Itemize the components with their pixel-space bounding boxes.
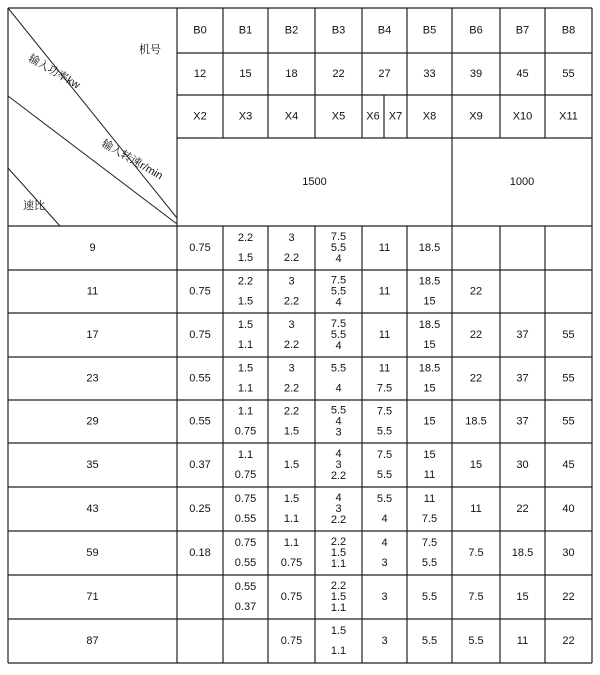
power-value: 30 (562, 547, 575, 559)
power-value: 5.5 (330, 285, 347, 298)
power-value: 7.5 (330, 231, 347, 243)
power-value: 3 (381, 557, 388, 569)
x-code-cell: X2 (193, 110, 207, 123)
power-value: 22 (469, 372, 483, 385)
power-value: 2.2 (283, 252, 300, 264)
power-value: 37 (516, 415, 529, 428)
power-value: 11 (378, 285, 391, 298)
power-value: 0.75 (280, 557, 303, 569)
size-cell: 33 (423, 68, 436, 80)
model-cell: B3 (331, 24, 346, 37)
power-value: 0.75 (234, 493, 257, 505)
power-value: 7.5 (468, 591, 484, 603)
power-value: 4 (335, 296, 342, 309)
model-cell: B8 (561, 24, 576, 37)
power-value: 1.5 (237, 295, 254, 308)
power-value: 2.2 (237, 232, 254, 244)
diagonal-line-model (8, 8, 177, 218)
ratio-cell: 23 (86, 372, 99, 385)
power-value: 0.75 (189, 242, 211, 254)
power-value: 11 (378, 362, 391, 375)
ratio-cell: 71 (86, 591, 99, 603)
power-value: 7.5 (376, 405, 393, 418)
x-code-cell: X10 (512, 110, 533, 123)
speed-cell: 1500 (302, 176, 327, 188)
power-value: 0.75 (189, 329, 211, 341)
power-value: 0.75 (234, 537, 257, 549)
model-cell: B7 (515, 24, 530, 37)
model-cell: B2 (284, 24, 299, 37)
power-value: 7.5 (421, 537, 438, 549)
power-value: 0.37 (189, 459, 211, 471)
power-value: 5.5 (330, 242, 347, 254)
power-value: 37 (516, 329, 529, 341)
ratio-cell: 29 (86, 415, 99, 428)
x-code-cell: X4 (284, 110, 299, 123)
power-value: 2.2 (283, 339, 300, 351)
power-value: 55 (562, 415, 575, 428)
power-value: 3 (381, 591, 388, 603)
power-value: 0.75 (234, 469, 257, 481)
power-value: 1.5 (237, 319, 254, 331)
ratio-cell: 9 (89, 242, 96, 254)
power-value: 0.37 (234, 601, 257, 613)
power-value: 0.75 (280, 635, 303, 647)
power-value: 0.75 (189, 285, 211, 298)
power-value: 22 (469, 285, 483, 298)
power-value: 3 (335, 503, 342, 515)
x-code-cell: X9 (469, 110, 483, 123)
size-cell: 39 (469, 68, 483, 80)
power-value: 15 (423, 295, 436, 308)
power-value: 0.55 (189, 415, 211, 428)
power-value: 15 (423, 382, 436, 395)
power-value: 0.18 (189, 547, 211, 559)
power-value: 22 (562, 635, 575, 647)
x-code-cell: X3 (238, 110, 253, 123)
power-value: 7.5 (468, 547, 484, 559)
power-value: 15 (423, 415, 436, 428)
power-value: 11 (470, 503, 482, 515)
power-value: 1.5 (330, 625, 347, 637)
size-cell: 15 (239, 68, 252, 80)
power-value: 37 (516, 372, 529, 385)
power-value: 2.2 (283, 382, 300, 395)
power-value: 30 (516, 459, 529, 471)
power-value: 7.5 (421, 513, 438, 525)
power-value: 4 (335, 253, 342, 265)
power-value: 18.5 (418, 242, 441, 254)
power-value: 0.55 (234, 513, 257, 525)
size-cell: 22 (332, 68, 345, 80)
power-value: 4 (335, 415, 342, 428)
ratio-cell: 11 (86, 285, 99, 298)
power-value: 15 (516, 591, 529, 603)
power-value: 2.2 (330, 514, 347, 526)
ratio-cell: 87 (86, 635, 99, 647)
power-value: 1.1 (330, 645, 347, 657)
power-value: 11 (423, 493, 436, 505)
power-value: 18.5 (465, 415, 487, 428)
power-value: 18.5 (418, 275, 441, 288)
x-code-cell: X8 (422, 110, 437, 123)
power-value: 3 (335, 426, 342, 439)
power-value: 2.2 (283, 405, 300, 418)
power-value: 1.5 (237, 362, 254, 375)
power-value: 4 (335, 382, 342, 395)
power-value: 3 (288, 362, 295, 375)
power-value: 1.5 (283, 493, 300, 505)
power-value: 3 (288, 232, 295, 244)
size-cell: 27 (378, 68, 391, 80)
power-value: 1.1 (330, 602, 347, 614)
size-cell: 55 (562, 68, 575, 80)
power-value: 1.5 (237, 252, 254, 264)
power-value: 7.5 (330, 274, 347, 287)
x-code-cell: X7 (388, 110, 403, 123)
model-cell: B0 (193, 24, 207, 37)
power-value: 4 (335, 340, 342, 352)
power-value: 15 (423, 339, 436, 351)
power-value: 5.5 (376, 493, 393, 505)
ratio-cell: 35 (86, 459, 99, 471)
x-code-cell: X5 (331, 110, 346, 123)
power-value: 4 (335, 448, 342, 460)
power-value: 3 (288, 319, 295, 331)
power-value: 2.2 (330, 470, 347, 482)
power-value: 0.55 (234, 581, 257, 593)
power-value: 1.5 (330, 547, 347, 559)
power-value: 1.1 (283, 513, 300, 525)
size-cell: 12 (193, 68, 207, 80)
x-code-cell: X6 (366, 110, 380, 123)
power-value: 4 (335, 492, 342, 504)
power-value: 11 (516, 635, 529, 647)
power-value: 1.5 (330, 591, 347, 603)
power-value: 2.2 (330, 536, 347, 548)
power-value: 1.1 (330, 558, 347, 570)
power-value: 18.5 (511, 547, 534, 559)
power-value: 11 (378, 329, 391, 341)
power-value: 4 (381, 513, 388, 525)
power-value: 7.5 (330, 318, 347, 330)
model-cell: B4 (377, 24, 392, 37)
power-value: 55 (562, 329, 575, 341)
power-value: 7.5 (376, 449, 393, 461)
header-label-model: 机号 (139, 44, 161, 56)
power-value: 15 (469, 459, 483, 471)
power-value: 5.5 (376, 425, 393, 438)
diagonal-line-speed (8, 168, 60, 226)
header-label-speed: 输入转速r/min (99, 137, 165, 183)
power-value: 5.5 (330, 362, 347, 375)
power-value: 5.5 (330, 404, 347, 417)
power-value: 1.1 (237, 405, 254, 418)
power-value: 5.5 (421, 557, 438, 569)
ratio-cell: 43 (86, 503, 99, 515)
power-value: 15 (423, 449, 436, 461)
power-value: 45 (562, 459, 575, 471)
speed-cell: 1000 (509, 176, 535, 188)
x-code-cell: X11 (559, 110, 578, 123)
size-cell: 18 (285, 68, 298, 80)
power-value: 11 (378, 242, 391, 254)
power-value: 5.5 (421, 591, 438, 603)
model-cell: B5 (422, 24, 437, 37)
power-value: 2.2 (330, 580, 347, 592)
power-value: 2.2 (237, 275, 254, 288)
power-value: 18.5 (418, 319, 441, 331)
header-label-ratio: 速比 (23, 200, 45, 212)
ratio-cell: 59 (86, 547, 99, 559)
power-value: 1.1 (237, 339, 254, 351)
power-value: 1.5 (283, 425, 300, 438)
size-cell: 45 (516, 68, 529, 80)
ratio-cell: 17 (86, 329, 99, 341)
power-value: 3 (288, 275, 295, 288)
power-value: 0.75 (280, 591, 303, 603)
model-cell: B6 (469, 24, 483, 37)
power-value: 5.5 (468, 635, 484, 647)
power-value: 5.5 (376, 469, 393, 481)
power-value: 1.1 (237, 449, 254, 461)
power-value: 0.75 (234, 425, 257, 438)
power-value: 7.5 (376, 382, 393, 395)
power-value: 0.25 (189, 503, 211, 515)
power-value: 2.2 (283, 295, 300, 308)
power-value: 1.1 (283, 537, 300, 549)
power-value: 5.5 (421, 635, 438, 647)
power-value: 4 (381, 537, 388, 549)
power-value: 3 (335, 459, 342, 471)
power-value: 22 (516, 503, 529, 515)
power-value: 0.55 (234, 557, 257, 569)
model-cell: B1 (238, 24, 253, 37)
header-label-power: 输入功率kw (26, 52, 82, 92)
power-value: 5.5 (330, 329, 347, 341)
power-value: 55 (562, 372, 575, 385)
power-value: 18.5 (418, 362, 441, 375)
power-value: 3 (381, 635, 388, 647)
power-value: 1.1 (237, 382, 254, 395)
power-value: 22 (562, 591, 575, 603)
power-value: 1.5 (283, 459, 300, 471)
power-value: 11 (423, 469, 436, 481)
power-value: 40 (562, 503, 575, 515)
power-value: 0.55 (189, 372, 211, 385)
power-value: 22 (469, 329, 483, 341)
